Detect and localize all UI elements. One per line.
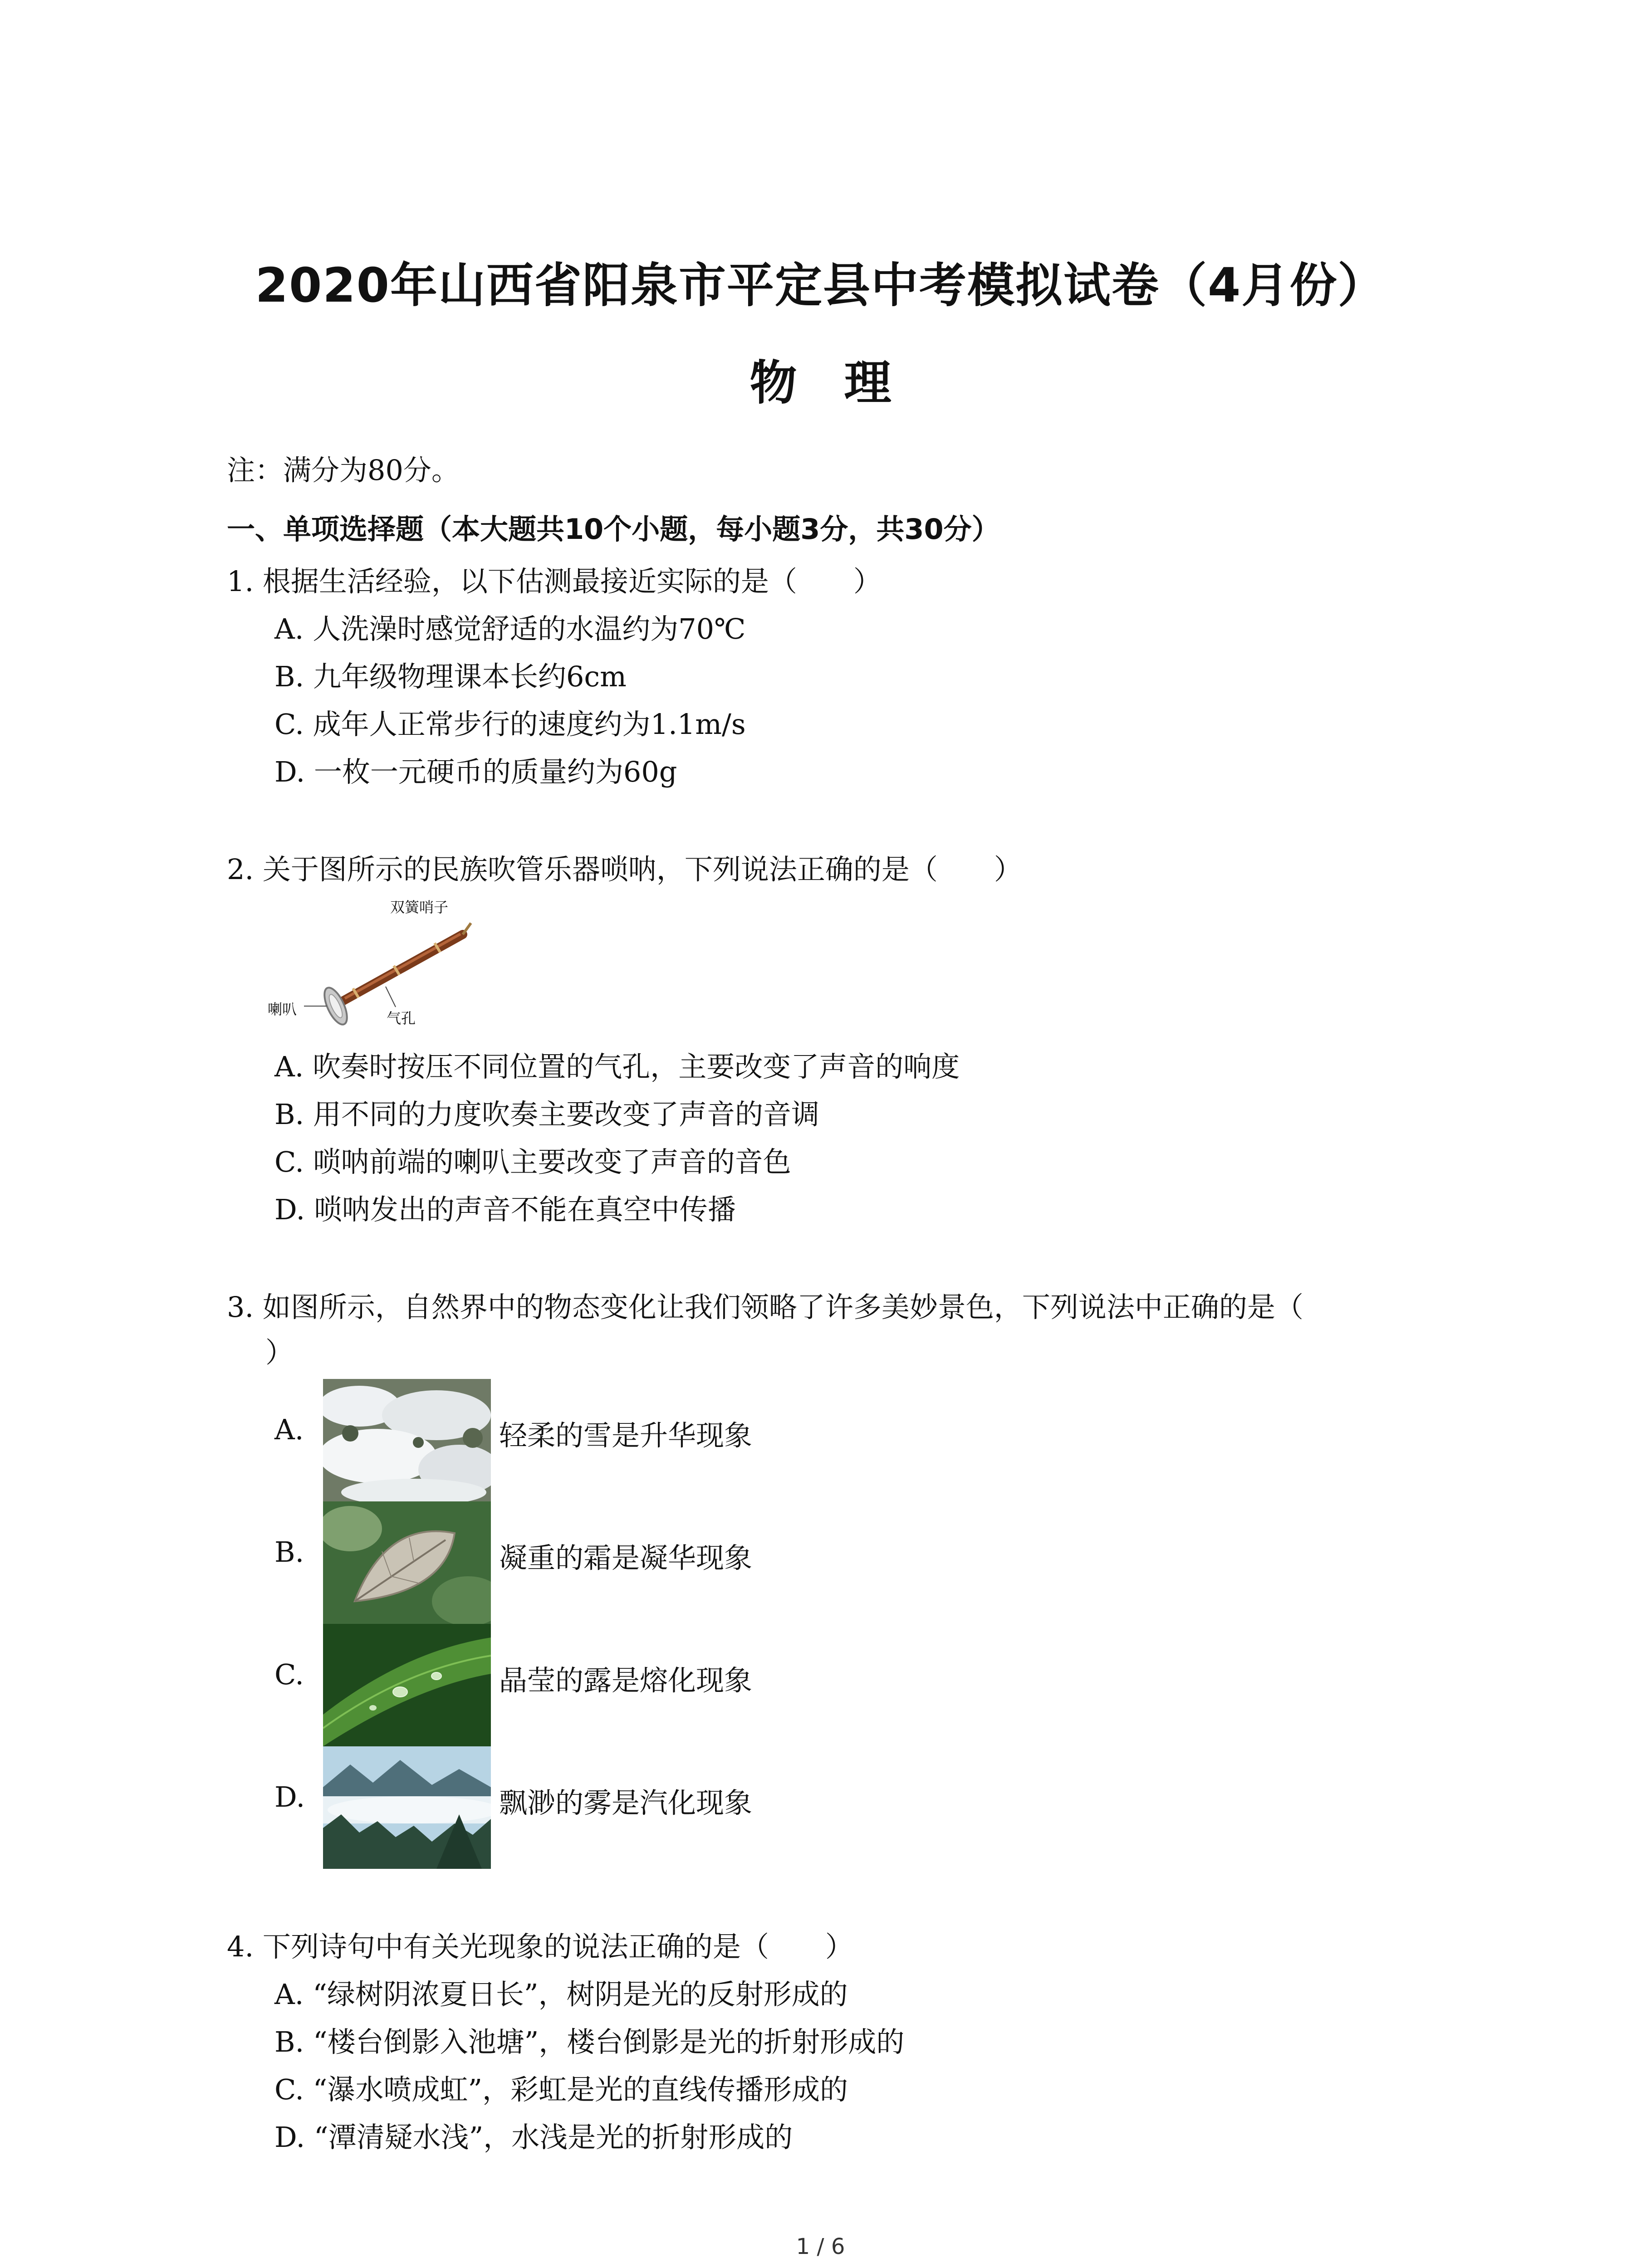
q3-option-c-label: C.: [274, 1658, 304, 1691]
page-number: 1 / 6: [796, 2234, 845, 2259]
q2-option-c: C. 唢呐前端的喇叭主要改变了声音的音色: [274, 1145, 791, 1178]
question-3-stem: 3. 如图所示，自然界中的物态变化让我们领略了许多美妙景色，下列说法中正确的是（: [227, 1290, 1303, 1324]
subject-heading: 物 理: [749, 355, 892, 411]
suona-figure: [268, 896, 476, 1032]
frost-leaf-photo: [323, 1501, 491, 1624]
question-4-stem: 4. 下列诗句中有关光现象的说法正确的是（ ）: [227, 1930, 853, 1963]
snow-photo: [323, 1379, 491, 1501]
q1-option-c: C. 成年人正常步行的速度约为1.1m/s: [274, 708, 746, 741]
q4-option-b: B. “楼台倒影入池塘”，楼台倒影是光的折射形成的: [274, 2025, 905, 2058]
horn-label: 喇叭: [268, 1001, 297, 1018]
score-note: 注：满分为80分。: [227, 454, 460, 487]
fog-mountain-photo: [323, 1746, 491, 1869]
q4-option-c: C. “瀑水喷成虹”，彩虹是光的直线传播形成的: [274, 2073, 848, 2106]
q3-option-d-text: 飘渺的雾是汽化现象: [499, 1786, 753, 1819]
q4-option-d: D. “潭清疑水浅”，水浅是光的折射形成的: [274, 2121, 793, 2154]
q2-option-d: D. 唢呐发出的声音不能在真空中传播: [274, 1193, 736, 1226]
dew-leaf-photo: [323, 1624, 491, 1746]
q4-option-a: A. “绿树阴浓夏日长”，树阴是光的反射形成的: [274, 1978, 848, 2011]
q1-option-d: D. 一枚一元硬币的质量约为60g: [274, 755, 677, 788]
q3-option-a-label: A.: [274, 1413, 304, 1446]
q3-option-a-text: 轻柔的雪是升华现象: [499, 1419, 753, 1452]
q3-option-c-text: 晶莹的露是熔化现象: [499, 1664, 753, 1697]
question-2-stem: 2. 关于图所示的民族吹管乐器唢呐，下列说法正确的是（ ）: [227, 853, 1022, 886]
q3-option-b-label: B.: [274, 1535, 304, 1569]
section-heading: 一、单项选择题（本大题共10个小题，每小题3分，共30分）: [227, 513, 1000, 546]
q2-option-a: A. 吹奏时按压不同位置的气孔，主要改变了声音的响度: [274, 1050, 960, 1083]
q1-option-a: A. 人洗澡时感觉舒适的水温约为70℃: [274, 612, 746, 645]
q2-option-b: B. 用不同的力度吹奏主要改变了声音的音调: [274, 1098, 819, 1131]
hole-label: 气孔: [387, 1010, 416, 1027]
reed-label: 双簧哨子: [390, 899, 449, 916]
q3-option-d-label: D.: [274, 1780, 305, 1813]
q1-option-b: B. 九年级物理课本长约6cm: [274, 660, 627, 693]
question-3-stem-end: ）: [265, 1336, 294, 1369]
exam-title: 2020年山西省阳泉市平定县中考模拟试卷（4月份）: [255, 258, 1386, 313]
question-1-stem: 1. 根据生活经验，以下估测最接近实际的是（ ）: [227, 565, 882, 598]
q3-option-b-text: 凝重的霜是凝华现象: [499, 1541, 753, 1574]
